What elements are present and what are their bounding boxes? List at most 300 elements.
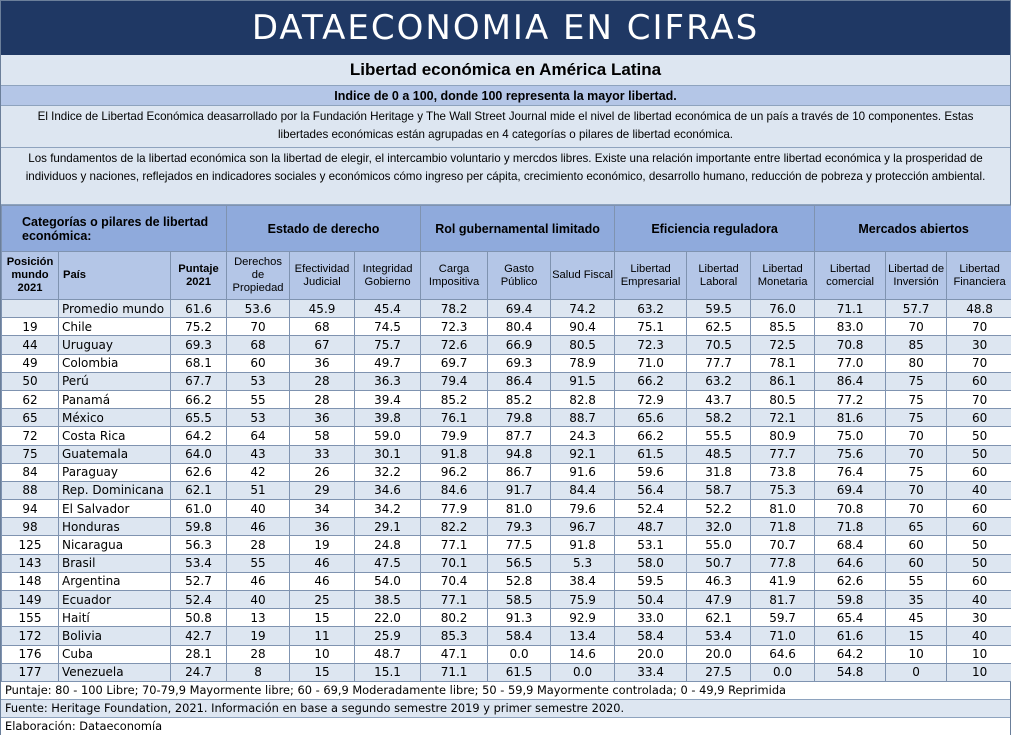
table-cell: 64.0	[171, 445, 227, 463]
table-cell: 75	[2, 445, 59, 463]
table-cell: 53.1	[615, 536, 687, 554]
table-cell: 60	[227, 354, 290, 372]
table-cell: 65	[2, 409, 59, 427]
table-cell: 98	[2, 518, 59, 536]
table-cell: 71.8	[751, 518, 815, 536]
table-cell: 75	[886, 463, 947, 481]
table-cell: 70.1	[421, 554, 488, 572]
table-cell: 26	[290, 463, 355, 481]
col-gasto: Gasto Público	[488, 252, 551, 300]
table-cell: 52.4	[615, 500, 687, 518]
table-cell: 62.6	[815, 572, 886, 590]
table-cell: 86.4	[815, 372, 886, 390]
table-cell: 65.4	[815, 609, 886, 627]
table-cell: 70	[227, 318, 290, 336]
table-cell: 59.8	[815, 591, 886, 609]
table-cell: 42.7	[171, 627, 227, 645]
table-cell: 63.2	[687, 372, 751, 390]
table-cell: 47.9	[687, 591, 751, 609]
table-cell: 77.8	[751, 554, 815, 572]
table-cell: 70	[886, 318, 947, 336]
table-cell: 80.5	[751, 390, 815, 408]
table-cell: 85.2	[421, 390, 488, 408]
table-cell: 91.7	[488, 481, 551, 499]
table-cell: 75.2	[171, 318, 227, 336]
table-cell: 40	[947, 591, 1011, 609]
table-cell: 70.7	[751, 536, 815, 554]
table-cell: Rep. Dominicana	[59, 481, 171, 499]
table-cell: Chile	[59, 318, 171, 336]
table-cell: 68	[227, 336, 290, 354]
table-cell: Uruguay	[59, 336, 171, 354]
table-cell: 79.6	[551, 500, 615, 518]
table-cell: 15	[290, 663, 355, 681]
page-subtitle: Indice de 0 a 100, donde 100 representa la mayor libertad.	[1, 86, 1010, 106]
pillars-label: Categorías o pilares de libertad económica:	[2, 206, 227, 252]
table-cell: 64.6	[751, 645, 815, 663]
table-cell: 172	[2, 627, 59, 645]
col-carga: Carga Impositiva	[421, 252, 488, 300]
table-cell: 19	[227, 627, 290, 645]
table-cell: 24.8	[355, 536, 421, 554]
table-cell: 14.6	[551, 645, 615, 663]
table-cell: 40	[947, 627, 1011, 645]
table-cell: 32.2	[355, 463, 421, 481]
table-cell: 48.8	[947, 300, 1011, 318]
table-cell: 52.4	[171, 591, 227, 609]
table-cell: 90.4	[551, 318, 615, 336]
table-cell: 70	[886, 481, 947, 499]
table-cell: 55.0	[687, 536, 751, 554]
table-cell: 31.8	[687, 463, 751, 481]
table-cell: 0.0	[488, 645, 551, 663]
table-cell: 81.6	[815, 409, 886, 427]
table-cell: 5.3	[551, 554, 615, 572]
table-cell: 62.1	[687, 609, 751, 627]
table-row	[2, 645, 1011, 663]
pillar-eficiencia-reguladora: Eficiencia reguladora	[615, 206, 815, 252]
table-cell: 15	[886, 627, 947, 645]
table-cell: 59.0	[355, 427, 421, 445]
table-cell: Perú	[59, 372, 171, 390]
table-cell: 77.1	[421, 536, 488, 554]
table-cell: 70	[886, 500, 947, 518]
table-row	[2, 518, 1011, 536]
table-cell: 47.5	[355, 554, 421, 572]
table-cell: Argentina	[59, 572, 171, 590]
col-inversion: Libertad de Inversión	[886, 252, 947, 300]
table-cell: 81.7	[751, 591, 815, 609]
table-cell: 61.5	[615, 445, 687, 463]
footer-fuente: Fuente: Heritage Foundation, 2021. Información en base a segundo semestre 2019 y primer semestre 2020.	[1, 700, 1010, 718]
table-cell: 72.3	[615, 336, 687, 354]
pillar-mercados-abiertos: Mercados abiertos	[815, 206, 1011, 252]
col-monetaria: Libertad Monetaria	[751, 252, 815, 300]
table-cell: 53	[227, 409, 290, 427]
table-cell: 46	[227, 518, 290, 536]
table-cell: 58.7	[687, 481, 751, 499]
description-paragraph-1: El Indice de Libertad Económica deasarrollado por la Fundación Heritage y The Wall Street Journal mide el nivel de libertad económica de un país a través de 10 componentes. Estas libertades económicas están agrupadas en 4 categorías o pilares de libertad económica.	[1, 106, 1010, 148]
table-cell: 78.9	[551, 354, 615, 372]
table-cell: 55.5	[687, 427, 751, 445]
table-row	[2, 336, 1011, 354]
table-body	[2, 300, 1011, 682]
table-cell: 58.5	[488, 591, 551, 609]
table-cell: 58.4	[615, 627, 687, 645]
table-cell: 92.9	[551, 609, 615, 627]
table-cell: 59.6	[615, 463, 687, 481]
table-cell: 75	[886, 409, 947, 427]
table-cell: 50	[2, 372, 59, 390]
table-cell: 55	[227, 554, 290, 572]
table-cell: 25	[290, 591, 355, 609]
table-cell: 88	[2, 481, 59, 499]
table-cell: 75.7	[355, 336, 421, 354]
table-cell: 63.2	[615, 300, 687, 318]
table-row	[2, 481, 1011, 499]
table-cell: 19	[290, 536, 355, 554]
table-cell: 38.4	[551, 572, 615, 590]
table-cell: 75	[886, 390, 947, 408]
table-cell: 85	[886, 336, 947, 354]
table-cell: 74.5	[355, 318, 421, 336]
table-cell: 69.3	[488, 354, 551, 372]
table-cell: 82.2	[421, 518, 488, 536]
table-cell: 91.8	[421, 445, 488, 463]
table-cell: 56.5	[488, 554, 551, 572]
table-cell: 58.4	[488, 627, 551, 645]
table-cell: 10	[290, 645, 355, 663]
table-cell: 49	[2, 354, 59, 372]
table-cell: 64.2	[171, 427, 227, 445]
table-cell: 91.3	[488, 609, 551, 627]
table-cell: 79.8	[488, 409, 551, 427]
table-row	[2, 409, 1011, 427]
table-cell: 10	[947, 663, 1011, 681]
table-cell: 62.5	[687, 318, 751, 336]
table-cell: 15.1	[355, 663, 421, 681]
table-cell: 82.8	[551, 390, 615, 408]
table-cell: 25.9	[355, 627, 421, 645]
table-cell: 45.4	[355, 300, 421, 318]
col-posicion: Posición mundo 2021	[2, 252, 59, 300]
table-cell: México	[59, 409, 171, 427]
table-cell: 71.0	[751, 627, 815, 645]
table-cell: 80.4	[488, 318, 551, 336]
table-cell: 40	[227, 591, 290, 609]
table-cell: 87.7	[488, 427, 551, 445]
table-row	[2, 390, 1011, 408]
table-row	[2, 463, 1011, 481]
table-cell: 85.3	[421, 627, 488, 645]
col-puntaje: Puntaje 2021	[171, 252, 227, 300]
table-cell: 43	[227, 445, 290, 463]
table-cell: 77.5	[488, 536, 551, 554]
table-cell: 94.8	[488, 445, 551, 463]
table-cell: 28	[227, 645, 290, 663]
table-cell: 64.2	[815, 645, 886, 663]
table-cell: 72	[2, 427, 59, 445]
table-cell: 10	[886, 645, 947, 663]
col-pais: País	[59, 252, 171, 300]
table-cell: 36	[290, 354, 355, 372]
table-cell: 81.0	[488, 500, 551, 518]
table-cell: 61.5	[488, 663, 551, 681]
table-cell: 88.7	[551, 409, 615, 427]
table-cell: 34.6	[355, 481, 421, 499]
table-cell: 149	[2, 591, 59, 609]
table-cell: 70	[947, 318, 1011, 336]
table-cell: Cuba	[59, 645, 171, 663]
table-cell: 176	[2, 645, 59, 663]
table-cell: 44	[2, 336, 59, 354]
table-cell: 58.0	[615, 554, 687, 572]
table-cell: 48.5	[687, 445, 751, 463]
table-cell: 46	[290, 572, 355, 590]
table-cell: 74.2	[551, 300, 615, 318]
table-row	[2, 663, 1011, 681]
table-cell: 30	[947, 609, 1011, 627]
table-cell: 57.7	[886, 300, 947, 318]
table-cell: 66.2	[615, 427, 687, 445]
table-cell: 70	[947, 390, 1011, 408]
table-cell: 71.8	[815, 518, 886, 536]
table-cell: 30.1	[355, 445, 421, 463]
column-header-row	[2, 252, 1011, 300]
table-cell: 28	[227, 536, 290, 554]
table-cell: Haití	[59, 609, 171, 627]
table-cell: 55	[227, 390, 290, 408]
table-cell: 67.7	[171, 372, 227, 390]
table-cell: 64.6	[815, 554, 886, 572]
table-cell: 143	[2, 554, 59, 572]
table-cell: 80.2	[421, 609, 488, 627]
table-cell: 65.6	[615, 409, 687, 427]
table-row	[2, 536, 1011, 554]
table-cell	[2, 300, 59, 318]
table-cell: 148	[2, 572, 59, 590]
table-cell: 66.9	[488, 336, 551, 354]
table-cell: 27.5	[687, 663, 751, 681]
table-row	[2, 572, 1011, 590]
pillars-header-row	[2, 206, 1011, 252]
table-cell: Costa Rica	[59, 427, 171, 445]
table-cell: 94	[2, 500, 59, 518]
table-cell: 72.3	[421, 318, 488, 336]
table-cell: 19	[2, 318, 59, 336]
table-cell: 83.0	[815, 318, 886, 336]
table-cell: 35	[886, 591, 947, 609]
table-cell: 53.4	[687, 627, 751, 645]
table-cell: 28	[290, 390, 355, 408]
table-row	[2, 609, 1011, 627]
table-cell: 39.4	[355, 390, 421, 408]
table-cell: 41.9	[751, 572, 815, 590]
table-cell: 38.5	[355, 591, 421, 609]
table-cell: 78.2	[421, 300, 488, 318]
table-cell: 75.0	[815, 427, 886, 445]
table-row	[2, 354, 1011, 372]
table-cell: 70.8	[815, 336, 886, 354]
table-cell: 76.1	[421, 409, 488, 427]
table-cell: 86.4	[488, 372, 551, 390]
table-cell: 66.2	[171, 390, 227, 408]
table-cell: 43.7	[687, 390, 751, 408]
table-cell: 71.0	[615, 354, 687, 372]
table-cell: 69.3	[171, 336, 227, 354]
table-cell: 50	[947, 554, 1011, 572]
table-cell: 20.0	[687, 645, 751, 663]
footer-elaboracion: Elaboración: Dataeconomía	[1, 718, 1010, 735]
table-cell: 72.1	[751, 409, 815, 427]
table-row	[2, 427, 1011, 445]
banner-title: DATAECONOMIA EN CIFRAS	[1, 1, 1010, 55]
table-cell: 50.4	[615, 591, 687, 609]
col-laboral: Libertad Laboral	[687, 252, 751, 300]
table-cell: 46	[290, 554, 355, 572]
table-cell: 72.5	[751, 336, 815, 354]
col-integridad: Integridad Gobierno	[355, 252, 421, 300]
table-cell: 62.1	[171, 481, 227, 499]
table-cell: 61.6	[815, 627, 886, 645]
table-cell: 91.6	[551, 463, 615, 481]
table-cell: 50	[947, 427, 1011, 445]
table-cell: 80.9	[751, 427, 815, 445]
table-cell: 13	[227, 609, 290, 627]
col-empresarial: Libertad Empresarial	[615, 252, 687, 300]
table-cell: 70.4	[421, 572, 488, 590]
table-cell: 60	[947, 572, 1011, 590]
table-cell: Ecuador	[59, 591, 171, 609]
table-cell: 60	[947, 463, 1011, 481]
table-cell: 75.3	[751, 481, 815, 499]
table-cell: 78.1	[751, 354, 815, 372]
table-cell: 71.1	[421, 663, 488, 681]
table-cell: 62	[2, 390, 59, 408]
table-cell: 50	[947, 536, 1011, 554]
pillar-estado-de-derecho: Estado de derecho	[227, 206, 421, 252]
table-cell: 48.7	[355, 645, 421, 663]
table-cell: 59.5	[687, 300, 751, 318]
table-cell: 76.0	[751, 300, 815, 318]
freedom-table	[1, 205, 1011, 682]
table-cell: 80	[886, 354, 947, 372]
table-row	[2, 372, 1011, 390]
table-cell: 155	[2, 609, 59, 627]
col-judicial: Efectividad Judicial	[290, 252, 355, 300]
table-cell: 0.0	[551, 663, 615, 681]
table-cell: 65	[886, 518, 947, 536]
table-cell: Nicaragua	[59, 536, 171, 554]
table-cell: 177	[2, 663, 59, 681]
table-cell: 50	[947, 445, 1011, 463]
table-row	[2, 500, 1011, 518]
table-cell: 86.1	[751, 372, 815, 390]
table-cell: 73.8	[751, 463, 815, 481]
table-cell: 53.6	[227, 300, 290, 318]
table-cell: 96.2	[421, 463, 488, 481]
table-cell: 68	[290, 318, 355, 336]
table-cell: 79.9	[421, 427, 488, 445]
table-row	[2, 318, 1011, 336]
table-cell: Brasil	[59, 554, 171, 572]
table-cell: 60	[947, 500, 1011, 518]
page-title: Libertad económica en América Latina	[1, 55, 1010, 86]
table-cell: 72.9	[615, 390, 687, 408]
table-cell: 52.7	[171, 572, 227, 590]
table-cell: 60	[886, 554, 947, 572]
table-cell: 84.4	[551, 481, 615, 499]
table-cell: 64	[227, 427, 290, 445]
table-cell: 80.5	[551, 336, 615, 354]
col-salud: Salud Fiscal	[551, 252, 615, 300]
table-cell: 53	[227, 372, 290, 390]
table-cell: 60	[947, 372, 1011, 390]
table-cell: 40	[947, 481, 1011, 499]
table-cell: 68.1	[171, 354, 227, 372]
table-cell: 13.4	[551, 627, 615, 645]
table-cell: 50.8	[171, 609, 227, 627]
table-cell: 59.8	[171, 518, 227, 536]
table-cell: 34	[290, 500, 355, 518]
table-cell: 10	[947, 645, 1011, 663]
table-cell: 28	[290, 372, 355, 390]
table-cell: 66.2	[615, 372, 687, 390]
table-cell: 81.0	[751, 500, 815, 518]
table-cell: Honduras	[59, 518, 171, 536]
table-cell: 20.0	[615, 645, 687, 663]
table-cell: 92.1	[551, 445, 615, 463]
table-cell: 69.7	[421, 354, 488, 372]
table-cell: 68.4	[815, 536, 886, 554]
table-cell: 85.5	[751, 318, 815, 336]
table-cell: 71.1	[815, 300, 886, 318]
table-cell: 65.5	[171, 409, 227, 427]
table-cell: 70	[886, 445, 947, 463]
table-cell: 77.0	[815, 354, 886, 372]
col-financiera: Libertad Financiera	[947, 252, 1011, 300]
table-cell: 28.1	[171, 645, 227, 663]
table-cell: 70.5	[687, 336, 751, 354]
table-cell: 79.3	[488, 518, 551, 536]
table-cell: 61.6	[171, 300, 227, 318]
table-cell: 53.4	[171, 554, 227, 572]
table-cell: 0.0	[751, 663, 815, 681]
table-cell: 61.0	[171, 500, 227, 518]
table-cell: 54.8	[815, 663, 886, 681]
table-cell: 33.4	[615, 663, 687, 681]
pillar-rol-gubernamental: Rol gubernamental limitado	[421, 206, 615, 252]
table-cell: 56.4	[615, 481, 687, 499]
table-cell: 51	[227, 481, 290, 499]
table-cell: 33.0	[615, 609, 687, 627]
table-cell: 125	[2, 536, 59, 554]
table-cell: 77.7	[687, 354, 751, 372]
table-cell: 96.7	[551, 518, 615, 536]
table-cell: 52.8	[488, 572, 551, 590]
table-cell: 58	[290, 427, 355, 445]
table-cell: 70	[886, 427, 947, 445]
table-cell: 70.8	[815, 500, 886, 518]
table-cell: 54.0	[355, 572, 421, 590]
table-cell: 59.7	[751, 609, 815, 627]
table-cell: 72.6	[421, 336, 488, 354]
table-row	[2, 445, 1011, 463]
table-cell: 70	[947, 354, 1011, 372]
table-cell: 77.7	[751, 445, 815, 463]
table-cell: 32.0	[687, 518, 751, 536]
table-cell: 69.4	[488, 300, 551, 318]
